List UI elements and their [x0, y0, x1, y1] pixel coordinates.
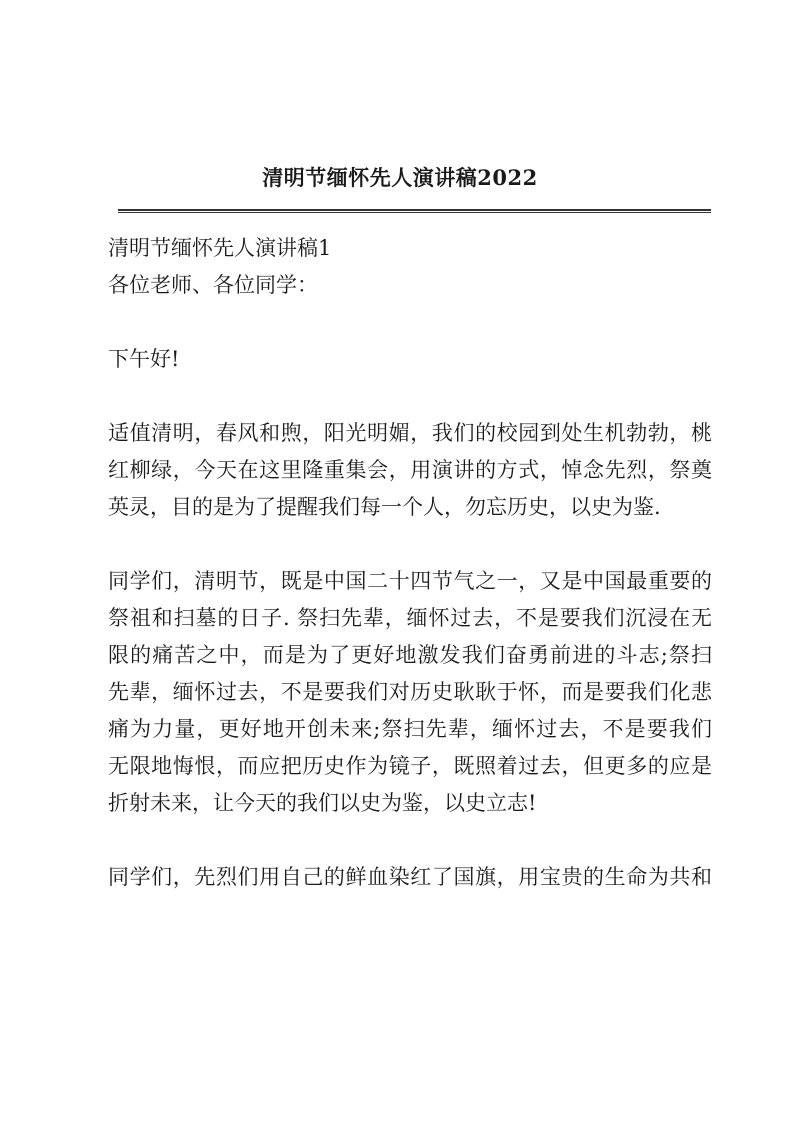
- paragraph-line: 适值清明，春风和煦，阳光明媚，我们的校园到处生机勃勃，桃: [108, 421, 712, 445]
- paragraph-3: [108, 859, 712, 896]
- paragraph-line: 无限地悔恨，而应把历史作为镜子，既照着过去，但更多的应是: [108, 754, 712, 778]
- salutation: 各位老师、各位同学：: [108, 273, 318, 297]
- title-divider: [118, 209, 711, 213]
- document-subtitle: 清明节缅怀先人演讲稿1: [108, 236, 332, 260]
- paragraph-line: 折射未来，让今天的我们以史为鉴，以史立志!: [108, 791, 537, 815]
- document-title: 清明节缅怀先人演讲稿2022: [262, 165, 538, 190]
- document-body: [108, 230, 712, 896]
- paragraph-line: 先辈，缅怀过去，不是要我们对历史耿耿于怀，而是要我们化悲: [108, 680, 712, 704]
- paragraph-line: 同学们，清明节，既是中国二十四节气之一，又是中国最重要的: [108, 569, 712, 593]
- paragraph-2: [108, 563, 712, 822]
- paragraph-line: 祭祖和扫墓的日子. 祭扫先辈，缅怀过去，不是要我们沉浸在无: [108, 606, 712, 630]
- paragraph-line: 痛为力量，更好地开创未来;祭扫先辈，缅怀过去，不是要我们: [108, 717, 712, 741]
- greeting: 下午好!: [108, 347, 180, 371]
- paragraph-line: 限的痛苦之中，而是为了更好地激发我们奋勇前进的斗志;祭扫: [108, 643, 712, 667]
- paragraph-line: 英灵，目的是为了提醒我们每一个人，勿忘历史，以史为鉴.: [108, 495, 661, 519]
- paragraph-line: 红柳绿，今天在这里隆重集会，用演讲的方式，悼念先烈，祭奠: [108, 458, 712, 482]
- paragraph-1: [108, 415, 712, 526]
- paragraph-line: 同学们，先烈们用自己的鲜血染红了国旗，用宝贵的生命为共和: [108, 865, 712, 889]
